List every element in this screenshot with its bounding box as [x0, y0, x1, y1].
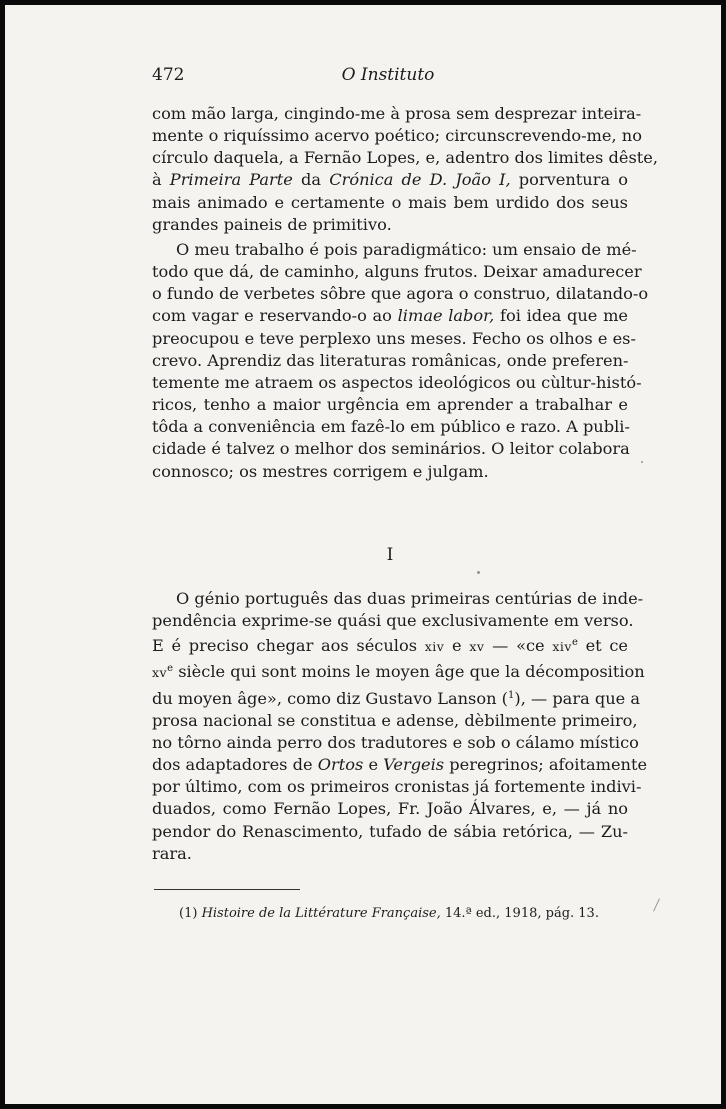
footnote-reference: 1: [508, 689, 515, 701]
text-line: $xv^e$ siècle qui sont moins le moyen âge que la décomposition: [152, 662, 645, 682]
text-line: E é preciso chegar aos séculos xiv e xv — «ce xiv$^e$ et ce: [152, 636, 628, 656]
running-title: O Instituto: [341, 65, 435, 85]
text-line: prosa nacional se constitua e adense, dèbilmente primeiro,: [152, 710, 638, 730]
text-line: O génio português das duas primeiras centúrias de inde-: [176, 589, 644, 608]
text-line: pendor do Renascimento, tufado de sábia retórica, — Zu-: [152, 821, 628, 841]
text-line: duados, como Fernão Lopes, Fr. João Álvares, e, — já no: [152, 799, 628, 819]
text-line: mais animado e certamente o mais bem urdido dos seus: [152, 192, 628, 212]
text-line: com vagar e reservando-o ao limae labor, foi idea que me: [152, 306, 629, 326]
footnote-marker: (1): [179, 906, 198, 921]
paragraph: [152, 103, 658, 236]
body-text: [152, 103, 658, 483]
page-number: 472: [152, 65, 185, 85]
text-line: círculo daquela, a Fernão Lopes, e, adentro dos limites dêste,: [152, 148, 658, 168]
footnote: (1) Histoire de la Littérature Française, 14.ª ed., 1918, pág. 13.: [179, 906, 599, 921]
text-line: o fundo de verbetes sôbre que agora o construo, dilatando-o: [152, 284, 649, 304]
book-title-italic: Crónica de D. João I,: [329, 170, 511, 190]
text-line: por último, com os primeiros cronistas já fortemente indivi-: [152, 777, 642, 797]
stray-mark: [477, 571, 480, 574]
book-page: [5, 5, 721, 1104]
text-line: preocupou e teve perplexo uns meses. Fecho os olhos e es-: [152, 328, 636, 348]
section-body: [152, 588, 648, 865]
text-line: cidade é talvez o melhor dos seminários. O leitor colabora: [152, 439, 630, 459]
section-heading: I: [386, 545, 394, 565]
text-line: rara.: [152, 843, 192, 863]
stray-mark: [653, 898, 660, 911]
text-line: mente o riquíssimo acervo poético; circunscrevendo-me, no: [152, 126, 642, 146]
text-line: crevo. Aprendiz das literaturas românicas, onde preferen-: [152, 350, 629, 370]
paragraph: [152, 239, 649, 483]
text-line: todo que dá, de caminho, alguns frutos. Deixar amadurecer: [152, 262, 642, 282]
book-title-italic: Primeira Parte: [169, 170, 293, 190]
paragraph: [152, 588, 648, 865]
text-line: no tôrno ainda perro dos tradutores e sob o cálamo místico: [152, 732, 639, 752]
text-line: tôda a conveniência em fazê-lo em público e razo. A publi-: [152, 417, 630, 437]
text-line: temente me atraem os aspectos ideológicos ou cùltur-histó-: [152, 372, 642, 392]
text-line: à Primeira Parte da Crónica de D. João I, porventura o: [152, 170, 628, 190]
text-line: ricos, tenho a maior urgência em aprender a trabalhar e: [152, 395, 628, 415]
page-header: [152, 65, 624, 89]
text-line: O meu trabalho é pois paradigmático: um ensaio de mé-: [176, 239, 637, 259]
title-italic: Vergeis: [383, 755, 445, 775]
footnote-title-italic: Histoire de la Littérature Française,: [201, 906, 441, 921]
text-line: pendência exprime-se quási que exclusivamente em verso.: [152, 611, 634, 631]
text-line: du moyen âge», como diz Gustavo Lanson ($^1$), — para que a: [152, 688, 641, 708]
latin-phrase-italic: limae labor,: [397, 306, 495, 326]
text-line: com mão larga, cingindo-me à prosa sem desprezar inteira-: [152, 104, 642, 123]
text-line: grandes paineis de primitivo.: [152, 214, 392, 234]
title-italic: Ortos: [317, 755, 364, 775]
footnote-divider: [154, 889, 300, 890]
text-line: dos adaptadores de Ortos e Vergeis peregrinos; afoitamente: [152, 755, 648, 775]
stray-mark: [641, 461, 643, 463]
text-line: connosco; os mestres corrigem e julgam.: [152, 461, 489, 481]
